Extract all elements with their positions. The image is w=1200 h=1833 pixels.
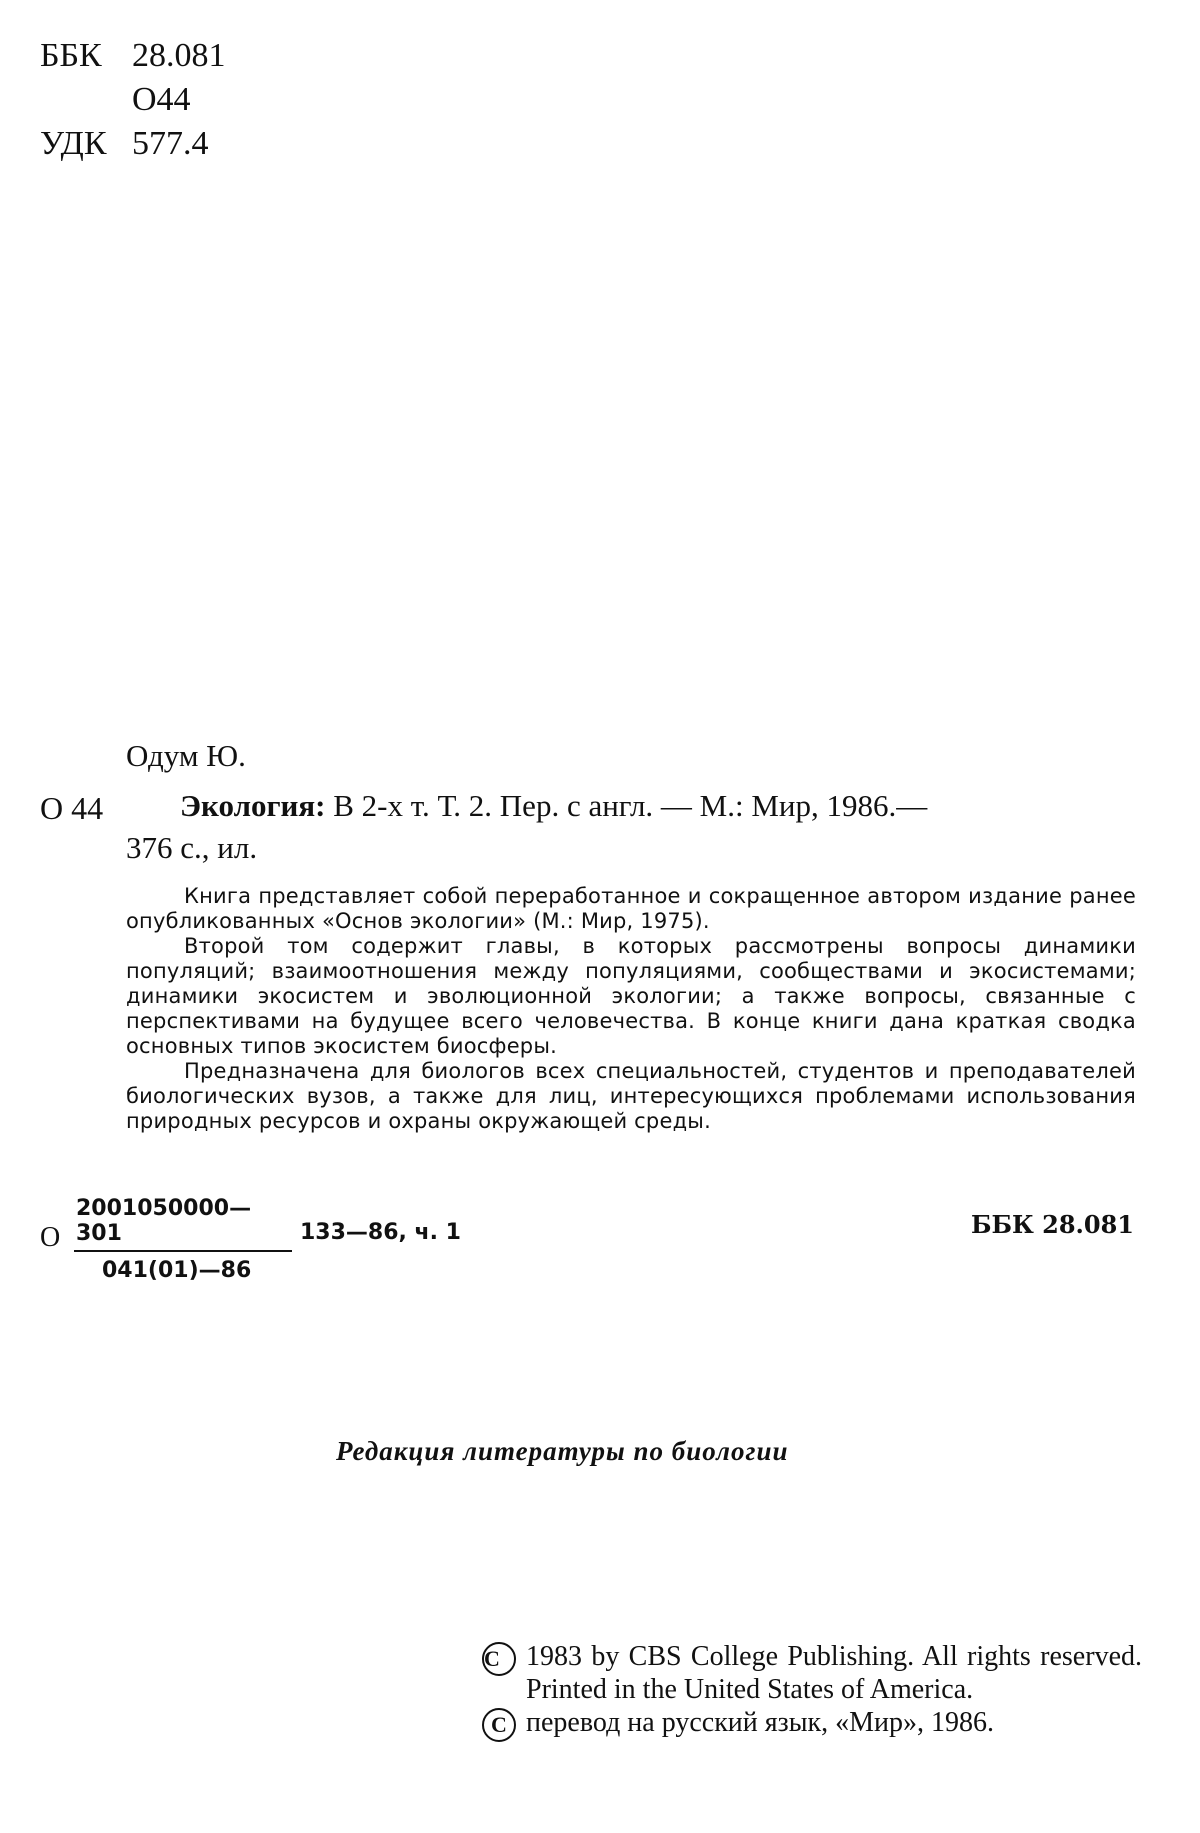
page-count: 376 с., ил. xyxy=(126,830,258,865)
book-title-line xyxy=(180,788,927,824)
book-details: В 2-х т. Т. 2. Пер. с англ. — М.: Мир, 1986.— xyxy=(333,788,928,823)
udk-code xyxy=(40,122,226,166)
catalog-fraction xyxy=(74,1196,292,1283)
author-name: Одум Ю. xyxy=(126,738,246,773)
copyright-icon: C xyxy=(482,1642,516,1676)
copyright-translation-text: перевод на русский язык, «Мир», 1986. xyxy=(526,1707,995,1738)
editorial-line: Редакция литературы по биологии xyxy=(336,1436,789,1466)
catalog-denominator: 041(01)—86 xyxy=(102,1258,252,1283)
udk-label: УДК xyxy=(40,125,107,162)
annotation xyxy=(126,884,1136,1134)
author-mark-value: О44 xyxy=(132,81,191,118)
catalog-tail: 133—86, ч. 1 xyxy=(300,1220,461,1245)
annotation-paragraph: Книга представляет собой переработанное и сокращенное автором издание ранее опубликованных «Основ экологии» (М.: Мир, 1975). xyxy=(126,884,1136,933)
bbk-footer-code: ББК 28.081 xyxy=(970,1210,1134,1239)
annotation-paragraph: Второй том содержит главы, в которых рассмотрены вопросы динамики популяций; взаимоотношения между популяциями, сообществами и экосистемами; динамики экосистем и эволюционной экологии; а также вопросы, связанные с перспективами на будущее всего человечества. В конце книги дана краткая сводка основных типов экосистем биосферы. xyxy=(126,934,1136,1058)
bbk-value: 28.081 xyxy=(132,37,226,74)
catalog-prefix: О xyxy=(40,1222,61,1253)
classification-codes xyxy=(40,34,226,166)
book-title: Экология: xyxy=(180,788,326,823)
bbk-code xyxy=(40,34,226,78)
copyright-icon: C xyxy=(482,1708,516,1742)
annotation-paragraph: Предназначена для биологов всех специальностей, студентов и преподавателей биологических вузов, а также для лиц, интересующихся проблемами использования природных ресурсов и охраны окружающей среды. xyxy=(126,1059,1136,1133)
copyright-original xyxy=(482,1640,1142,1706)
copyright-translation xyxy=(482,1706,1142,1739)
bbk-label: ББК xyxy=(40,37,102,74)
copyright-block xyxy=(482,1640,1142,1739)
catalog-numerator: 2001050000—301 xyxy=(74,1196,292,1252)
udk-value: 577.4 xyxy=(132,125,209,162)
author-mark xyxy=(40,78,226,122)
entry-code: О 44 xyxy=(40,790,104,826)
copyright-original-text: 1983 by CBS College Publishing. All rights reserved. Printed in the United States of America. xyxy=(526,1641,1142,1705)
